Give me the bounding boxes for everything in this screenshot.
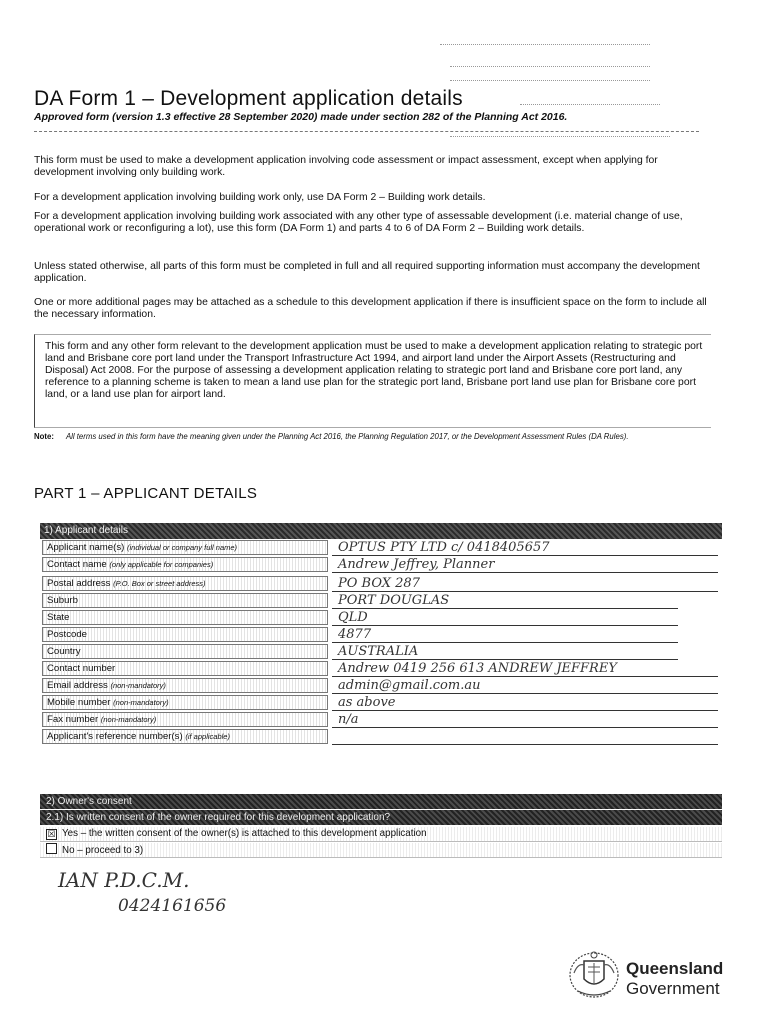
field-label: Contact name (only applicable for companies): [42, 557, 328, 572]
handwritten-note-number: 0424161656: [118, 896, 227, 916]
note-text: All terms used in this form have the meaning given under the Planning Act 2016, the Planning Regulation 2017, or the Development Assessment Rules (DA Rules).: [65, 432, 629, 441]
field-label: Mobile number (non-mandatory): [42, 695, 328, 710]
checkbox-yes[interactable]: ☒: [47, 829, 56, 839]
owner-consent-question: 2.1) Is written consent of the owner required for this development application?: [40, 810, 722, 825]
table-row: [40, 678, 722, 694]
contact-name-field[interactable]: Andrew Jeffrey, Planner: [332, 558, 718, 573]
intro-paragraph-2: For a development application involving building work only, use DA Form 2 – Building work details.: [34, 192, 486, 203]
table-row: [40, 540, 722, 556]
table-row: [40, 729, 722, 745]
table-row: [40, 712, 722, 728]
field-label: State: [42, 610, 328, 625]
intro-paragraph-5: One or more additional pages may be attached as a schedule to this development application if there is insufficient space on the form to include all the necessary information.: [34, 297, 707, 320]
applicant-name-field[interactable]: OPTUS PTY LTD c/ 0418405657: [332, 541, 718, 556]
postcode-field[interactable]: 4877: [332, 628, 678, 643]
option-yes[interactable]: [40, 827, 722, 842]
field-label: Email address (non-mandatory): [42, 678, 328, 693]
field-label: Postcode: [42, 627, 328, 642]
field-label: Suburb: [42, 593, 328, 608]
form-version: Approved form (version 1.3 effective 28 September 2020) made under section 282 of the Planning Act 2016.: [34, 111, 568, 123]
state-field[interactable]: QLD: [332, 611, 678, 626]
table-row: [40, 557, 722, 573]
table-row: [40, 593, 722, 609]
email-field[interactable]: admin@gmail.com.au: [332, 679, 718, 694]
field-label: Applicant's reference number(s) (if applicable): [42, 729, 328, 744]
table-row: [40, 661, 722, 677]
option-no-label: No – proceed to 3): [62, 845, 144, 856]
field-label: Applicant name(s) (individual or company full name): [42, 540, 328, 555]
checkbox-no[interactable]: [46, 843, 57, 854]
field-label: Fax number (non-mandatory): [42, 712, 328, 727]
fax-field[interactable]: n/a: [332, 713, 718, 728]
country-field[interactable]: AUSTRALIA: [332, 645, 678, 660]
field-label: Country: [42, 644, 328, 659]
table-row: [40, 627, 722, 643]
intro-paragraph-4: Unless stated otherwise, all parts of this form must be completed in full and all required supporting information must accompany the development application.: [34, 261, 700, 284]
table-row: [40, 644, 722, 660]
page-title: DA Form 1 – Development application details: [34, 87, 463, 110]
intro-paragraph-3: For a development application involving building work associated with any other type of assessable development (i.e. material change of use, operational work or reconfiguring a lot), use this form (DA Form 1) and parts 4 to 6 of DA Form 2 – Building work details.: [34, 211, 683, 234]
terms-note: [34, 432, 714, 442]
port-land-text: This form and any other form relevant to the development application must be used to make a development application relating to strategic port land and Brisbane core port land under the Transport Infrastructure Act 1994, and airport land under the Airport Assets (Restructuring and Disposal) Act 2008. For the purpose of assessing a development application relating to strategic port land and Brisbane core port land, any reference to a planning scheme is taken to mean a land use plan for the strategic port land, Brisbane port land use plan for Brisbane core port land, or a land use plan for airport land.: [45, 341, 703, 400]
field-label: Postal address (P.O. Box or street address): [42, 576, 328, 591]
received-stamp: [430, 36, 680, 146]
divider: [34, 131, 699, 132]
reference-number-field[interactable]: [332, 730, 718, 745]
field-label: Contact number: [42, 661, 328, 676]
queensland-government-logo: [566, 945, 736, 1005]
contact-number-field[interactable]: Andrew 0419 256 613 ANDREW JEFFREY: [332, 662, 718, 677]
coat-of-arms-icon: [566, 945, 622, 1001]
logo-text-government: Government: [626, 979, 720, 998]
mobile-field[interactable]: as above: [332, 696, 718, 711]
option-no[interactable]: [40, 843, 722, 858]
logo-text-queensland: Queensland: [626, 959, 724, 978]
table-row: [40, 576, 722, 592]
postal-address-field[interactable]: PO BOX 287: [332, 577, 718, 592]
table-row: [40, 695, 722, 711]
suburb-field[interactable]: PORT DOUGLAS: [332, 594, 678, 609]
note-label: Note:: [34, 432, 54, 441]
table-row: [40, 610, 722, 626]
part1-title: PART 1 – APPLICANT DETAILS: [34, 485, 258, 502]
section-header-applicant: 1) Applicant details: [40, 523, 722, 539]
option-yes-label: Yes – the written consent of the owner(s) is attached to this development application: [62, 828, 427, 839]
section-header-owner-consent: 2) Owner's consent: [40, 794, 722, 809]
handwritten-note-name: IAN P.D.C.M.: [58, 868, 190, 892]
port-land-notice: [34, 334, 711, 428]
intro-paragraph-1: This form must be used to make a development application involving code assessment or impact assessment, except when applying for development involving only building work.: [34, 155, 658, 178]
